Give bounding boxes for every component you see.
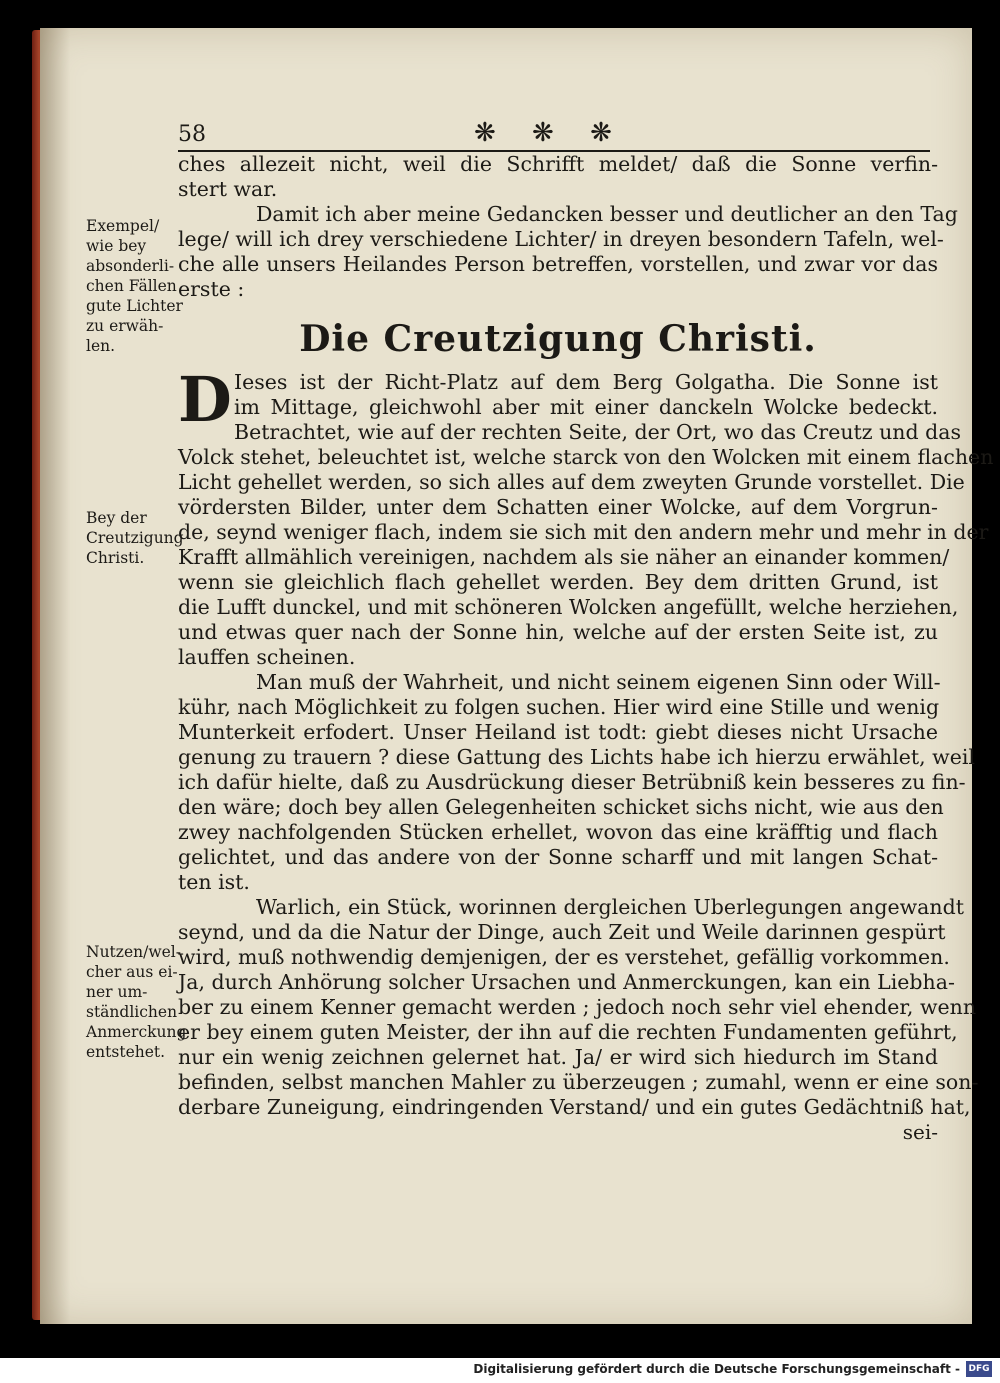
text-line: seynd, und da die Natur der Dinge, auch Zeit und Weile darinnen gespürt: [178, 920, 946, 944]
text-line: Licht gehellet werden, so sich alles auf dem zweyten Grunde vorstellet. Die: [178, 470, 965, 494]
gutter-shadow: [40, 28, 70, 1324]
page-number: 58: [178, 122, 206, 147]
main-text: [178, 152, 994, 1145]
text-line: und etwas quer nach der Sonne hin, welche auf der ersten Seite ist, zu: [178, 620, 938, 644]
running-head: [178, 120, 930, 152]
text-line: gelichtet, und das andere von der Sonne scharff und mit langen Schat-: [178, 845, 938, 869]
text-line: genung zu trauern ? diese Gattung des Lichts habe ich hierzu erwählet, weil: [178, 745, 975, 769]
paragraph-1: [178, 363, 994, 670]
margin-note-line: chen Fällen: [86, 277, 177, 295]
text-line: Man muß der Wahrheit, und nicht seinem eigenen Sinn oder Will-: [256, 670, 941, 694]
text-line: ches allezeit nicht, weil die Schrifft meldet/ daß die Sonne verfin-: [178, 152, 938, 176]
text-line: de, seynd weniger flach, indem sie sich mit den andern mehr und mehr in der: [178, 520, 989, 544]
margin-note-line: wie bey: [86, 237, 147, 255]
text-line: che alle unsers Heilandes Person betreffen, vorstellen, und zwar vor das: [178, 252, 938, 276]
dfg-logo: DFG: [966, 1361, 992, 1377]
text-line: zwey nachfolgenden Stücken erhellet, wovon das eine kräfftig und flach: [178, 820, 938, 844]
margin-note-line: cher aus ei-: [86, 963, 178, 981]
text-line: ten ist.: [178, 870, 250, 894]
text-line: lege/ will ich drey verschiedene Lichter/ in dreyen besondern Tafeln, wel-: [178, 227, 944, 251]
text-line: derbare Zuneigung, eindringenden Verstand/ und ein gutes Gedächtniß hat,: [178, 1095, 971, 1119]
header-ornaments: ❋ ❋ ❋: [474, 118, 626, 148]
margin-note-line: Christi.: [86, 549, 145, 567]
text-line: Krafft allmählich vereinigen, nachdem als sie näher an einander kommen/: [178, 545, 950, 569]
margin-note-line: absonderli-: [86, 257, 175, 275]
margin-note-line: Anmerckung: [86, 1023, 187, 1041]
paragraph-3: [178, 895, 979, 1120]
text-line: lauffen scheinen.: [178, 645, 356, 669]
margin-note-line: len.: [86, 337, 116, 355]
margin-note-exempel: [86, 216, 186, 356]
text-line: stert war.: [178, 177, 278, 201]
text-line: Volck stehet, beleuchtet ist, welche starck von den Wolcken mit einem flachen: [178, 445, 994, 469]
text-line: Betrachtet, wie auf der rechten Seite, der Ort, wo das Creutz und das: [234, 420, 961, 444]
catchword-row: [178, 1120, 938, 1145]
text-line: im Mittage, gleichwohl aber mit einer danckeln Wolcke bedeckt.: [234, 395, 938, 419]
footer-bar: [0, 1358, 1000, 1383]
margin-note-nutzen: [86, 942, 186, 1062]
dropcap-letter: D: [178, 363, 232, 436]
text-line: kühr, nach Möglichkeit zu folgen suchen. Hier wird eine Stille und wenig: [178, 695, 940, 719]
margin-note-line: Exempel/: [86, 217, 160, 235]
margin-note-creutzigung: [86, 508, 186, 568]
margin-note-line: gute Lichter: [86, 297, 183, 315]
paragraph-intro: [178, 152, 958, 302]
text-line: vördersten Bilder, unter dem Schatten einer Wolcke, auf dem Vorgrun-: [178, 495, 938, 519]
text-line: Ja, durch Anhörung solcher Ursachen und Anmerckungen, kan ein Liebha-: [178, 970, 955, 994]
chapter-title: Die Creutzigung Christi.: [299, 318, 817, 360]
margin-note-line: zu erwäh-: [86, 317, 164, 335]
text-line: erste :: [178, 277, 245, 301]
text-line: er bey einem guten Meister, der ihn auf die rechten Fundamenten geführt,: [178, 1020, 958, 1044]
text-line: wenn sie gleichlich flach gehellet werden. Bey dem dritten Grund, ist: [178, 570, 938, 594]
margin-note-line: entstehet.: [86, 1043, 166, 1061]
text-line: ber zu einem Kenner gemacht werden ; jedoch noch sehr viel ehender, wenn: [178, 995, 977, 1019]
margin-note-line: ständlichen: [86, 1003, 178, 1021]
margin-note-line: ner um-: [86, 983, 148, 1001]
margin-note-line: Bey der: [86, 509, 147, 527]
book-page: [40, 28, 994, 1324]
margin-note-line: Nutzen/wel-: [86, 943, 181, 961]
paragraph-2: [178, 670, 975, 895]
text-line: Ieses ist der Richt-Platz auf dem Berg Golgatha. Die Sonne ist: [234, 370, 938, 394]
footer-credit: Digitalisierung gefördert durch die Deutsche Forschungsgemeinschaft -: [473, 1362, 960, 1376]
catchword: sei-: [902, 1120, 938, 1144]
text-line: nur ein wenig zeichnen gelernet hat. Ja/ er wird sich hiedurch im Stand: [178, 1045, 938, 1069]
text-line: Damit ich aber meine Gedancken besser und deutlicher an den Tag: [256, 202, 958, 226]
text-line: ich dafür hielte, daß zu Ausdrückung dieser Betrübniß kein besseres zu fin-: [178, 770, 966, 794]
margin-note-line: Creutzigung: [86, 529, 184, 547]
text-line: Munterkeit erfodert. Unser Heiland ist todt: giebt dieses nicht Ursache: [178, 720, 938, 744]
text-line: befinden, selbst manchen Mahler zu überzeugen ; zumahl, wenn er eine son-: [178, 1070, 979, 1094]
text-line: wird, muß nothwendig demjenigen, der es verstehet, gefällig vorkommen.: [178, 945, 950, 969]
text-line: die Lufft dunckel, und mit schöneren Wolcken angefüllt, welche herziehen,: [178, 595, 959, 619]
text-line: Warlich, ein Stück, worinnen dergleichen Uberlegungen angewandt: [256, 895, 964, 919]
text-line: den wäre; doch bey allen Gelegenheiten schicket sichs nicht, wie aus den: [178, 795, 944, 819]
